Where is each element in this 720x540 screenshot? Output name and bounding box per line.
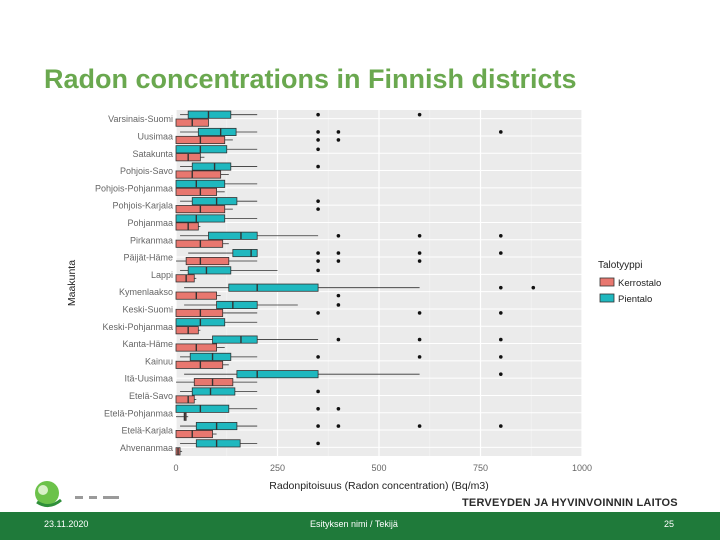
footer-author: Esityksen nimi / Tekijä bbox=[310, 519, 398, 529]
box-kerrostalo bbox=[176, 327, 200, 334]
category-label: Keski-Suomi bbox=[122, 304, 173, 315]
category-label: Kanta-Häme bbox=[122, 339, 173, 350]
outlier-point bbox=[418, 355, 422, 359]
box bbox=[213, 336, 258, 343]
outlier-point bbox=[316, 207, 320, 211]
legend-entry-label: Kerrostalo bbox=[618, 278, 662, 289]
category-label: Keski-Pohjanmaa bbox=[102, 321, 173, 332]
category-labels bbox=[95, 114, 173, 453]
category-label: Uusimaa bbox=[137, 131, 173, 142]
category-label: Pohjois-Savo bbox=[119, 166, 173, 177]
box bbox=[176, 396, 194, 403]
legend-key-swatch bbox=[600, 278, 614, 286]
outlier-point bbox=[337, 294, 341, 298]
outlier-point bbox=[316, 424, 320, 428]
outlier-point bbox=[418, 234, 422, 238]
category-label: Ahvenanmaa bbox=[119, 442, 173, 453]
box-kerrostalo bbox=[176, 430, 217, 437]
thl-logo bbox=[33, 476, 125, 517]
box bbox=[176, 188, 217, 195]
category-label: Itä-Uusimaa bbox=[124, 373, 173, 384]
box bbox=[208, 232, 257, 239]
outlier-point bbox=[316, 113, 320, 117]
box bbox=[194, 378, 233, 385]
category-label: Päijät-Häme bbox=[123, 252, 173, 263]
outlier-point bbox=[316, 199, 320, 203]
outlier-point bbox=[418, 338, 422, 342]
box bbox=[176, 180, 225, 187]
box bbox=[176, 309, 223, 316]
box bbox=[186, 257, 229, 264]
x-tick-label: 750 bbox=[472, 463, 489, 473]
box bbox=[188, 267, 231, 274]
box bbox=[176, 430, 213, 437]
outlier-point bbox=[316, 355, 320, 359]
box-kerrostalo bbox=[176, 154, 204, 161]
outlier-point bbox=[316, 442, 320, 446]
outlier-point bbox=[418, 113, 422, 117]
outlier-point bbox=[316, 407, 320, 411]
outlier-point bbox=[499, 130, 503, 134]
outlier-point bbox=[337, 251, 341, 255]
outlier-point bbox=[316, 165, 320, 169]
outlier-point bbox=[316, 147, 320, 151]
box bbox=[233, 249, 257, 256]
page-number: 25 bbox=[664, 519, 675, 529]
category-label: Kainuu bbox=[144, 356, 173, 367]
outlier-point bbox=[316, 138, 320, 142]
outlier-point bbox=[316, 259, 320, 263]
box-kerrostalo bbox=[176, 275, 196, 282]
box bbox=[176, 171, 221, 178]
category-label: Satakunta bbox=[132, 148, 173, 159]
box-kerrostalo bbox=[176, 396, 196, 403]
box bbox=[217, 301, 258, 308]
box bbox=[190, 353, 231, 360]
box bbox=[176, 405, 229, 412]
outlier-point bbox=[316, 130, 320, 134]
outlier-point bbox=[499, 355, 503, 359]
legend-key-swatch bbox=[600, 294, 614, 302]
outlier-point bbox=[337, 234, 341, 238]
box-kerrostalo bbox=[176, 223, 200, 230]
category-label: Pohjanmaa bbox=[127, 217, 173, 228]
legend-title: Talotyyppi bbox=[598, 260, 643, 271]
outlier-point bbox=[499, 338, 503, 342]
category-label: Etelä-Pohjanmaa bbox=[103, 408, 173, 419]
outlier-point bbox=[499, 251, 503, 255]
footer-date: 23.11.2020 bbox=[44, 519, 89, 529]
box bbox=[198, 128, 236, 135]
y-axis-label: Maakunta bbox=[66, 259, 78, 307]
outlier-point bbox=[337, 424, 341, 428]
outlier-point bbox=[316, 311, 320, 315]
logo-mark-bar-3 bbox=[103, 496, 119, 499]
outlier-point bbox=[337, 303, 341, 307]
category-label: Lappi bbox=[150, 269, 173, 280]
outlier-point bbox=[499, 424, 503, 428]
logo-mark-bar-2 bbox=[89, 496, 97, 499]
box bbox=[237, 371, 318, 378]
outlier-point bbox=[337, 338, 341, 342]
box bbox=[176, 240, 223, 247]
outlier-point bbox=[337, 130, 341, 134]
outlier-point bbox=[316, 251, 320, 255]
box bbox=[192, 163, 231, 170]
outlier-point bbox=[418, 424, 422, 428]
x-tick-label: 1000 bbox=[571, 463, 593, 473]
logo-leaf-highlight-icon bbox=[38, 485, 48, 495]
outlier-point bbox=[499, 286, 503, 290]
category-label: Varsinais-Suomi bbox=[108, 114, 173, 125]
outlier-point bbox=[531, 286, 535, 290]
box bbox=[176, 275, 194, 282]
box bbox=[192, 388, 235, 395]
box bbox=[192, 198, 237, 205]
outlier-point bbox=[499, 372, 503, 376]
category-label: Etelä-Savo bbox=[128, 390, 173, 401]
box-kerrostalo bbox=[176, 119, 208, 126]
category-label: Pohjois-Pohjanmaa bbox=[94, 183, 173, 194]
outlier-point bbox=[316, 269, 320, 273]
outlier-point bbox=[337, 259, 341, 263]
outlier-point bbox=[418, 259, 422, 263]
box-kerrostalo bbox=[176, 240, 229, 247]
category-label: Etelä-Karjala bbox=[121, 425, 173, 436]
outlier-point bbox=[418, 311, 422, 315]
category-label: Pirkanmaa bbox=[129, 235, 173, 246]
x-tick-label: 500 bbox=[371, 463, 387, 473]
category-label: Kymenlaakso bbox=[118, 287, 173, 298]
legend-entry-label: Pientalo bbox=[618, 294, 653, 305]
box-kerrostalo bbox=[176, 171, 229, 178]
outlier-point bbox=[418, 251, 422, 255]
box bbox=[176, 146, 227, 153]
outlier-point bbox=[337, 138, 341, 142]
organization-name: TERVEYDEN JA HYVINVOINNIN LAITOS bbox=[462, 497, 678, 509]
logo-mark-bar-1 bbox=[75, 496, 83, 499]
outlier-point bbox=[337, 407, 341, 411]
legend bbox=[598, 260, 661, 305]
box bbox=[196, 440, 240, 447]
x-axis-label: Radonpitoisuus (Radon concentration) (Bq/m3) bbox=[269, 480, 489, 492]
box bbox=[176, 361, 223, 368]
slide-title: Radon concentrations in Finnish districts bbox=[44, 64, 577, 94]
box bbox=[188, 111, 231, 118]
box bbox=[229, 284, 318, 291]
footer-bar bbox=[0, 512, 720, 540]
box bbox=[176, 327, 198, 334]
x-tick-label: 250 bbox=[269, 463, 286, 473]
box bbox=[176, 223, 198, 230]
box-kerrostalo bbox=[176, 361, 229, 368]
x-tick-labels bbox=[173, 463, 592, 473]
category-label: Pohjois-Karjala bbox=[112, 200, 173, 211]
outlier-point bbox=[499, 234, 503, 238]
x-tick-label: 0 bbox=[173, 463, 179, 473]
box bbox=[176, 215, 225, 222]
outlier-point bbox=[499, 311, 503, 315]
outlier-point bbox=[316, 390, 320, 394]
